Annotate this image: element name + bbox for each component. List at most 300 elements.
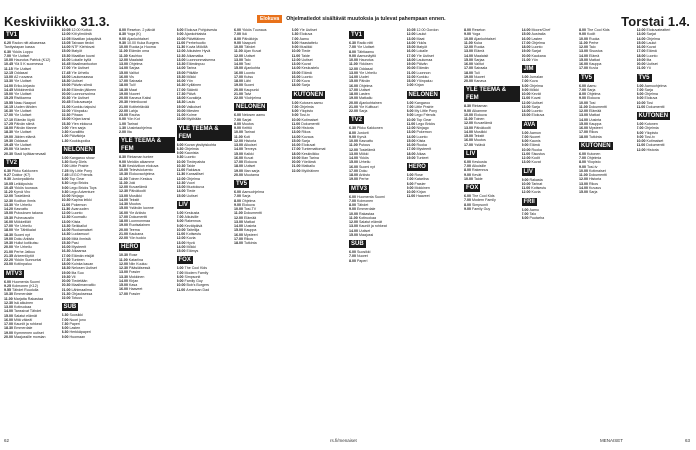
program-entry: 19.00 Illan Tarina — [291, 155, 319, 160]
program-entry: 11.00 Dokumentti — [636, 143, 665, 148]
program-entry: 12.00 Elokuvateatteri — [636, 28, 671, 32]
program-entry: 10.00 Ninjago — [61, 194, 84, 198]
program-entry: 9.00 Meidän aikamme — [119, 159, 155, 164]
program-entry: 20.00 Kaupunki — [234, 87, 259, 92]
channel-header: SUB — [351, 241, 364, 247]
program-entry: 11.00 Ykkösen — [349, 62, 373, 67]
program-entry: 20.00 Luonnonvoima — [61, 91, 96, 96]
program-entry: 12.30 Vuori — [176, 180, 195, 185]
program-entry: 10.00 Kevät — [521, 92, 541, 96]
channel-header: TV5 — [236, 181, 248, 187]
program-entry: 13.00 Hyvä — [176, 240, 195, 245]
program-entry: 21.00 Luonnon — [406, 70, 431, 75]
program-entry: 20.00 Miesten — [176, 108, 200, 113]
program-entry: 8.00 Yliopisto — [291, 109, 314, 113]
program-entry: 10.30 Kapina leikki — [61, 198, 92, 203]
program-entry: 16.30 Yle Uutiset — [4, 109, 32, 113]
channel-header: KUTONEN — [293, 91, 324, 98]
program-entry: 10.00 Tarinat — [521, 181, 543, 186]
program-entry: 18.00 Yle Tähtikalat — [4, 228, 36, 233]
program-entry: 6.00 Kutonen — [579, 151, 601, 156]
program-entry: 17.10 Elämän löytö — [4, 117, 35, 122]
program-entry: 12.00 Kodit — [521, 156, 540, 160]
program-entry: 13.00 Kiista — [61, 219, 81, 224]
program-entry: 15.00 Iltatyöt — [406, 45, 428, 49]
program-entry: 14.00 Ruokamaiset — [61, 228, 93, 232]
program-entry: 11.00 Koti — [234, 134, 250, 139]
program-entry: 14.00 Kuvaus — [579, 185, 601, 190]
program-entry: 15.00 Elämys — [176, 249, 199, 253]
program-entry: 9.00 Aamunäyttö — [349, 53, 377, 58]
left-day-title: Keskiviikko 31.3. — [4, 14, 110, 29]
program-entry: 14.00 Ohjelma — [636, 36, 660, 41]
program-entry: 7.30 Paperi — [61, 321, 80, 326]
program-entry: 12.00 Uutiset — [521, 100, 543, 105]
program-entry: 13.00 Sarja — [521, 104, 540, 109]
program-entry: 14.00 Sarjaa — [119, 66, 140, 71]
program-entry: 9.00 Aikamme — [464, 108, 487, 113]
program-entry: 9.00 Yoga — [464, 32, 481, 37]
program-entry: 15.00 Australia — [521, 32, 546, 37]
promo-strip — [257, 15, 446, 23]
program-entry: 20.00 Tiedetään — [61, 279, 88, 283]
program-entry: 15.00 Laulut — [636, 40, 657, 45]
program-entry: 12.00 Oddasat — [349, 66, 373, 71]
program-entry: 15.00 Urheilu — [349, 160, 371, 165]
program-entry: 12.00 Kiti ylimöintä — [61, 32, 92, 37]
schedule-column — [62, 28, 118, 433]
program-entry: 14.00 NTF Kiehtovat — [61, 45, 95, 49]
program-entry: 13.00 Kuvat — [291, 62, 311, 66]
program-entry: 6.00 Rose — [406, 173, 423, 177]
channel-header: MTV3 — [6, 270, 23, 277]
program-entry: 14.30 Luolamuuri — [61, 232, 90, 237]
program-entry: 18.30 Nelosen Uutiset — [61, 266, 97, 271]
program-entry: 13.00 Sisustus — [579, 49, 603, 54]
program-entry: 13.00 Kotiruokaa — [4, 305, 32, 309]
program-entry: 14.00 Tosi — [234, 62, 251, 66]
program-entry: 19.30 Oddasat — [4, 138, 28, 143]
program-entry: 10.00 Tosi-TV — [234, 207, 257, 211]
program-entry: 17.30 Päivä — [176, 91, 196, 96]
program-entry: 13.00 Musiikki — [119, 193, 142, 198]
program-entry: 11.30 Kauhtoo — [119, 53, 143, 58]
program-entry: 12.00 Laulut — [406, 32, 427, 37]
program-entry: 19.00 Valkoiset — [176, 104, 201, 109]
program-entry: 12.30 Koditon ihmis — [4, 198, 36, 203]
program-entry: 1.30 Koukkupoika — [61, 138, 91, 143]
program-entry: 7.00 Little Prairie — [406, 104, 434, 109]
program-entry: 13.30 Yle Urheilu — [4, 202, 32, 207]
program-entry: 11.00 Putous — [349, 143, 370, 148]
program-entry: 10.00 Tähdet — [234, 45, 256, 49]
program-entry: 12.00 Ninjago — [406, 126, 429, 130]
program-entry: 18.00 Keskiviikko — [291, 151, 320, 156]
program-entry: 20.00 Yöelämä — [291, 160, 316, 164]
program-entry: 9.00 Kodit — [579, 32, 596, 37]
program-entry: 13.00 Maat — [406, 36, 425, 41]
program-entry: 8.00 Simpsonit — [176, 274, 201, 279]
program-entry: 15.30 Pasi — [61, 240, 79, 245]
program-entry: 1.30 Uusintaohjelma — [119, 125, 152, 130]
program-entry: 6.00 Nelosen aamu — [234, 113, 266, 118]
program-entry: 14.00 Mökki — [176, 244, 196, 249]
channel-header: TV5 — [581, 74, 593, 81]
channel-header: YLE TEEMA & FEM — [464, 86, 520, 102]
program-entry: 16.00 Vis — [119, 74, 134, 79]
program-entry: 11.30 Joki — [119, 180, 136, 185]
program-entry: 9.00 Keittiö — [234, 126, 252, 130]
program-entry: 6.00 Kangaroo — [406, 100, 431, 105]
program-entry: 14.00 Keskustelu — [291, 66, 320, 71]
program-entry: 12.00 Talo — [579, 45, 596, 49]
program-entry: 8.00 Elokuva Pohjoisesta — [176, 28, 217, 32]
program-entry: 6.00 Aamu — [579, 83, 597, 88]
program-entry: 10.00 Rakastaa — [349, 211, 375, 216]
program-entry: 6.00 The Cool Kids — [176, 266, 208, 271]
program-entry: 15.00 Sarja — [579, 190, 598, 194]
channel-header: TV2 — [6, 159, 18, 166]
program-entry: 16.30 Kylläinen — [176, 83, 202, 88]
program-entry: 10.00 Ajankohtaiset — [464, 36, 496, 41]
program-entry: 20.00 Ajankohtainen — [349, 100, 382, 105]
program-entry: 17.00 Mysteerit — [406, 147, 432, 152]
program-entry: 12.00 Historia — [636, 147, 659, 152]
program-entry: 16.00 Lasten — [521, 36, 543, 41]
program-entry: 12.00 Ohjelma — [176, 176, 200, 181]
program-entry: 19.00 Illan sarja — [234, 168, 260, 173]
program-entry: 13.00 Kuvat — [521, 160, 541, 165]
program-entry: 6.00 Kutonen — [636, 122, 658, 126]
program-entry: 9.00 Elokuva — [234, 202, 255, 207]
program-entry: 6.00 Keskusta — [464, 159, 487, 164]
program-entry: 19.00 Päivän — [406, 62, 428, 66]
program-entry: 6.00 The Cool Kids — [464, 194, 495, 198]
listing-columns — [4, 28, 692, 433]
program-entry: 14.00 Kuvaus — [291, 134, 314, 139]
program-entry: 17.00 Doku — [349, 168, 368, 173]
program-entry: 7.00 Little Prairie — [61, 164, 89, 169]
program-entry: 7.00 Talo — [521, 211, 537, 216]
program-entry: 12.00 Kuvaelämä — [464, 121, 492, 126]
program-entry: 6.00 Keskusta — [176, 210, 200, 215]
program-entry: 11.00 Kotiruokaa — [349, 215, 376, 220]
program-entry: 14.30 Muutos — [119, 202, 141, 206]
program-entry: 23.00 Kirjan kansi — [61, 117, 91, 122]
program-entry: 11.30 Avaruuden — [61, 206, 89, 211]
program-entry: 17.00 Yle Uutiset — [61, 66, 89, 71]
program-entry: 10.00 Tiedepalsta — [176, 159, 205, 164]
program-entry: 9.00 Kevätpäivä — [176, 223, 203, 228]
program-entry: 11.00 Ajan Kuvat — [234, 49, 262, 54]
program-entry: 10.00 Taiteilija — [176, 227, 200, 232]
program-entry: 9.00 Elokuva — [579, 96, 600, 101]
program-entry: 7.00 Sarja — [636, 87, 653, 92]
program-entry: 15.00 Uutiset — [176, 193, 198, 198]
program-entry: 10.00 Kotimaiset — [291, 117, 319, 122]
program-entry: 13.00 Kauniit ja rohkeat — [349, 224, 387, 229]
program-entry: 6.00 Aamun — [521, 130, 541, 135]
program-entry: 6.00 Huomenta Suomi — [349, 194, 385, 199]
program-entry: 8.30 Ohjelmia — [176, 146, 199, 151]
program-entry: 14.00 Eriko-kirjasto — [4, 83, 35, 88]
program-entry: 16.00 Elokuvat — [291, 143, 316, 147]
program-entry: 16.00 Yön — [176, 79, 193, 83]
program-entry: 17.30 Tunteen — [61, 257, 85, 262]
program-entry: 17.00 Dokumentti — [119, 214, 148, 219]
program-entry: 15.00 Mitä ihmistä — [61, 236, 91, 241]
program-entry: 13.00 Rikos — [291, 130, 311, 135]
footer-page-right: 63 — [684, 438, 690, 443]
program-entry: 10.00 Ruoka ja Huoma — [119, 45, 156, 49]
program-entry: 12.00 Maalaisit — [119, 57, 144, 62]
program-entry: 12.00 Historia — [579, 177, 602, 182]
program-entry: 17.45 Yle Urheilu — [61, 70, 90, 75]
program-entry: 15.00 Tekstit — [464, 134, 485, 138]
program-entry: 6.30 Suosikki — [61, 313, 83, 318]
program-entry: 13.05 Taivaan tiedot — [61, 40, 94, 45]
program-entry: 12.30 Aikamatka — [176, 53, 204, 58]
program-entry: 15.00 Kiista — [406, 138, 426, 143]
program-entry: 18.30 Emmerdale — [4, 326, 33, 331]
program-entry: 9.30 Lego Adventure — [61, 189, 95, 194]
program-entry: 18.00 Tuli! — [119, 83, 136, 88]
program-entry: 16.00 Lokalle kyllä — [61, 57, 92, 62]
program-entry: 21.00 Kotitehtävää — [119, 104, 149, 109]
program-entry: 9.00 Rakasta — [521, 177, 543, 182]
program-entry: 11.00 Kotiseutu — [176, 232, 202, 236]
program-entry: 17.00 Yle Uutiset — [4, 113, 32, 118]
channel-header: YLE TEEMA & FEM — [177, 125, 233, 141]
program-entry: 13.00 Rikos — [579, 181, 598, 186]
program-entry: 20.00 Uutiset — [636, 62, 658, 66]
program-entry: 6.00 Ykkös Tuunaus — [234, 28, 267, 32]
program-entry: 21.00 Perhe Jatkuu — [4, 249, 36, 254]
program-entry: 8.00 The Cool Kids — [579, 28, 610, 32]
program-entry: 10.05 12.00 Gordon — [406, 28, 439, 32]
program-entry: 20.45 Elokuvasarja — [61, 100, 93, 105]
program-entry: 17.00 Frasier — [119, 291, 141, 296]
program-entry: 15.00 Iltatyöt — [61, 49, 83, 54]
program-entry: 10.00 Ruoka — [521, 147, 542, 152]
program-entry: 17.00 Kuvia — [579, 66, 598, 71]
program-entry: 7.00 Aikuisille — [176, 215, 199, 219]
program-entry: 13.00 Aikuiset — [234, 143, 257, 147]
program-entry: 20.00 Ylä lasten — [4, 147, 30, 152]
program-entry: 6.00 Jumalan — [521, 75, 544, 79]
program-entry: 10.00 Haurutus Patrick (K12) — [4, 58, 51, 62]
program-entry: 17.00 Sairaala — [119, 79, 143, 83]
program-entry: 12.00 Elämää — [234, 215, 257, 220]
program-entry: 21.00 Kolme — [176, 113, 197, 117]
program-entry: 15.00 Ajankohta — [234, 66, 260, 71]
channel-header: KUTONEN — [581, 142, 611, 149]
program-entry: 7.00 Sarjat — [234, 117, 252, 122]
program-entry: 13.00 Sarjat — [636, 32, 656, 37]
channel-header: MTV3 — [351, 185, 368, 192]
program-entry: 14.00 Tanssivat Tähdet — [4, 309, 42, 314]
program-entry: 12.30 Isä aikuinen — [4, 300, 34, 305]
program-entry: 20.30 Yle Uutiset — [61, 96, 89, 100]
program-entry: 8.00 Lasten — [61, 326, 81, 330]
program-entry: 9.00 Emmerdale — [349, 207, 376, 212]
program-entry: 11.00 Marjatta Rakastaa — [4, 296, 43, 301]
program-entry: 9.00 Ajankohtaiset — [119, 36, 149, 41]
program-entry: 12.00 Aikuisten Hyvä — [176, 49, 211, 54]
program-entry: 6.00 Suosikki — [349, 250, 371, 254]
program-entry: 19.00 Päivän silmä — [61, 83, 92, 88]
program-entry: 22.00 Myöhään — [176, 117, 202, 122]
program-entry: 21.00 Matkailu — [291, 164, 315, 169]
program-entry: 17.25 Päivän silmä — [4, 121, 35, 126]
program-entry: 21.00 Yle Kulttuuri — [349, 104, 379, 109]
program-entry: 10.45 Ykkös tuunaus — [4, 185, 38, 190]
program-entry: 19.00 Ilta Suo — [61, 270, 84, 275]
program-entry: 6.00 Huomenta Suomi — [4, 279, 40, 284]
program-entry: 10.00 Kasvattu — [349, 139, 373, 143]
program-entry: 13.30 Elämänpuu — [176, 62, 205, 66]
channel-header: TV2 — [351, 117, 363, 124]
program-entry: 21.00 Yön — [521, 57, 538, 62]
program-entry: 19.00 Matkailu — [349, 96, 373, 101]
program-entry: 15.30 Mökki — [176, 74, 196, 79]
schedule-column — [579, 28, 635, 433]
program-entry: 9.00 Tosi-tv — [579, 164, 598, 169]
program-entry: 19.30 Elämän jälkeen — [61, 87, 97, 92]
program-entry: 20.30 Helmikuvat — [119, 100, 147, 105]
program-entry: 8.00 Tähtiaamu — [349, 49, 374, 54]
program-entry: 9.30 Luonto — [176, 155, 196, 160]
program-entry: 9.00 Kevät — [464, 172, 482, 177]
program-entry: 20.00 Kaukana — [521, 53, 546, 58]
program-entry: 16.00 Kauppa — [579, 62, 602, 66]
promo-badge: Elokuva — [257, 15, 282, 23]
program-entry: 17.00 Kuva — [291, 79, 310, 83]
program-entry: 8.00 Kaunis — [521, 139, 541, 143]
program-entry: 14.00 Uusinta — [234, 224, 257, 228]
program-entry: 8.00 Kuvan yksityiskohta — [176, 142, 217, 147]
program-entry: 23.00 Ylönpaluu — [406, 79, 433, 83]
program-entry: 9.00 Musiikki — [291, 45, 313, 49]
program-entry: 6.00 Yle Uutiset — [291, 28, 317, 32]
program-entry: 16.00 Ohjelma — [349, 83, 373, 88]
channel-header: LIV — [178, 201, 188, 208]
program-entry: 8.00 Puutarha — [521, 216, 545, 220]
program-entry: 11.00 Dokumentti — [579, 104, 607, 109]
program-entry: 7.00 Aikuisille — [464, 164, 486, 168]
program-entry: 12.00 Salatut elämät — [349, 220, 382, 224]
program-entry: 10.30 Taide — [176, 163, 196, 168]
channel-header: TV1 — [6, 32, 18, 38]
program-entry: 11.30 Kuvia Mökillä — [176, 45, 208, 49]
program-entry: 10.00 Elokuva — [464, 112, 487, 117]
program-entry: 13.00 Elämä — [464, 49, 485, 54]
program-entry: 7.00 Ohjelmia — [291, 104, 314, 109]
program-entry: 14.00 Tekstit — [119, 197, 140, 202]
program-entry: 8.00 Muutos — [234, 121, 254, 126]
program-entry: 16.00 Kuvat — [234, 155, 254, 160]
program-entry: 8.00 Haastattelu — [291, 40, 318, 45]
program-entry: 10.30 Elokuvaohjelma — [119, 172, 155, 177]
program-entry: 11.00 Dokumentti — [291, 121, 320, 126]
channel-header: FOX — [466, 185, 479, 191]
program-entry: 15.00 Elämä — [291, 70, 312, 75]
program-entry: 11.00 Perhehuolto — [176, 40, 206, 45]
program-entry: 22.00 Ylönpaluu — [61, 108, 88, 113]
channel-header: YLE TEEMA & FEM — [119, 137, 175, 153]
program-entry: 11.00 Pokemon — [61, 202, 87, 207]
program-entry: 16.00 Muutos — [464, 138, 486, 143]
program-entry: 18.30 Yle Uutiset — [4, 130, 32, 135]
program-entry: 11.00 Dokumentti — [636, 104, 665, 109]
program-entry: 9.00 Tosi-tv — [636, 134, 655, 139]
program-entry: 18.00 Uutiset — [234, 164, 256, 169]
program-entry: 12.00 Kuvia — [176, 236, 196, 241]
program-entry: 14.00 Ykkös — [349, 156, 369, 160]
program-entry: 18.00 Päivän tilanne — [4, 126, 37, 130]
program-entry: 22.00 Lahja — [119, 108, 138, 113]
program-entry: 7.00 Kuva — [521, 79, 538, 84]
program-entry: 11.00 Lego Bricks — [406, 121, 436, 126]
footer-site: rs.fi/menaiset — [330, 438, 357, 443]
program-entry: 11.00 Kuvat — [521, 96, 541, 101]
program-entry: 20.00 Maajussille morsian — [4, 334, 46, 339]
program-entry: 7.45 LEGO Friends — [61, 172, 93, 177]
program-entry: 18.30 Maat — [119, 87, 137, 92]
program-entry: 21.00 Lähimaailma — [61, 287, 92, 292]
program-entry: 7.00 Ohjelmia — [579, 156, 602, 160]
program-entry: 21.00 Yö — [636, 66, 651, 71]
program-entry: 16.00 Mitä väkeä! — [4, 317, 33, 322]
program-entry: 14.20 Kasvattu — [4, 207, 28, 211]
program-entry: 18.00 Aikaa — [406, 151, 426, 156]
program-entry: 10.05 Leikkipuisto — [4, 181, 33, 186]
program-entry: 12.00 Uutiset — [291, 57, 313, 62]
program-entry: 16.30 Aikaansa — [61, 249, 87, 254]
program-entry: 18.00 Lähi — [234, 79, 251, 83]
program-entry: 16.00 Yle Arkisto — [119, 210, 146, 215]
program-entry: 18.00 Sarja — [291, 83, 310, 88]
program-entry: 14.00 Uutiset — [349, 228, 371, 233]
program-entry: 11.15 Yle Uutiset — [4, 66, 32, 71]
program-entry: 0.00 Kirjan — [406, 83, 424, 88]
program-entry: 16.00 Valitut — [464, 62, 484, 66]
program-entry: 20.00 Kanava Kaksi — [119, 96, 151, 100]
program-entry: 18.30 Laulu — [176, 100, 196, 105]
program-entry: 17.00 Yle Uutiset — [406, 53, 434, 58]
program-entry: 13.00 Frasier — [119, 270, 141, 275]
program-entry: 18.00 Tutkinta — [234, 241, 257, 245]
program-entry: 11.30 Kansalliset — [176, 172, 204, 177]
program-entry: 6.30 Radio nitti — [349, 41, 373, 45]
program-entry: 17.00 Sääntö — [176, 87, 198, 92]
program-entry: 9.00 Family Guy — [176, 279, 203, 283]
program-entry: 12.00 Kuvia — [521, 190, 541, 195]
program-entry: 9.00 Elokuva — [636, 96, 658, 101]
program-entry: 7.00 Nuoret — [349, 254, 368, 259]
program-entry: 16.00 Luonto — [291, 74, 313, 79]
program-entry: 20.30 Stadi kyläkarnevaali — [4, 151, 46, 156]
program-entry: 12.00 Tosielämä — [4, 194, 31, 199]
program-entry: 10.00 Päivittäinen — [176, 36, 206, 41]
program-entry: 7.00 Yle Uutiset — [349, 45, 375, 50]
program-entry: 8.00 Simpsonit — [464, 202, 488, 207]
program-entry: 16.15 Uuden tähden — [4, 104, 37, 109]
program-entry: 21.30 Ohjauksessa — [61, 291, 93, 296]
program-entry: 12.00 Luonto — [61, 211, 83, 215]
program-entry: 10.00 Kotimaiset — [636, 139, 664, 143]
program-entry: 8.30 Rintaman — [464, 104, 488, 109]
